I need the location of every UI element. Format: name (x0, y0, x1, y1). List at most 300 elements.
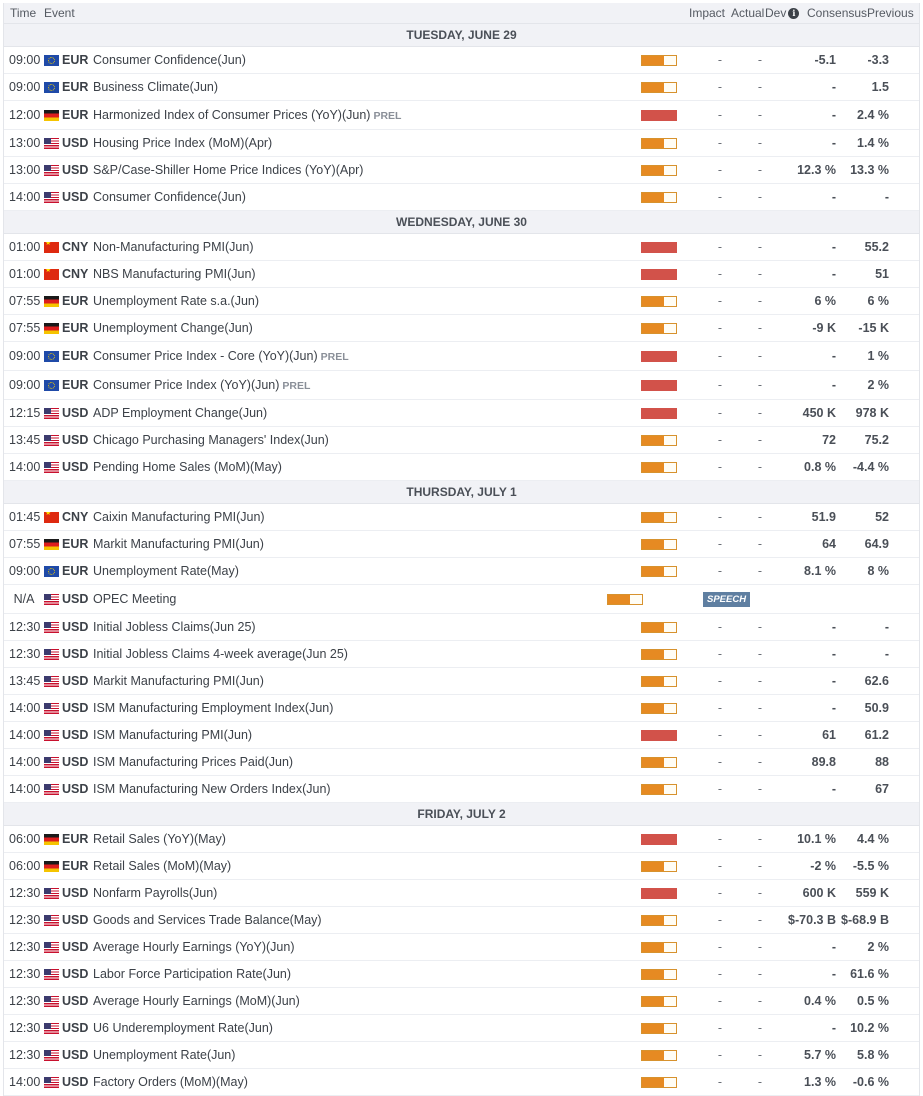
event-time: 14:00 (9, 782, 41, 796)
impact-indicator (638, 408, 703, 419)
previous-value: $-68.9 B (841, 913, 889, 927)
event-row[interactable] (4, 342, 919, 371)
event-name[interactable] (89, 886, 638, 900)
currency: USD (62, 913, 89, 927)
event-row[interactable] (4, 585, 919, 614)
event-name[interactable] (89, 53, 638, 67)
impact-medium-bar-icon (641, 861, 677, 872)
event-name[interactable] (89, 832, 638, 846)
event-time: 12:15 (9, 406, 41, 420)
impact-indicator (638, 165, 703, 176)
consensus-value: 6 % (814, 294, 836, 308)
event-name[interactable] (89, 510, 638, 524)
column-header-previous[interactable]: Previous (867, 6, 914, 20)
event-name[interactable] (89, 782, 638, 796)
event-name-label: Markit Manufacturing PMI(Jun) (93, 674, 264, 688)
event-name[interactable] (89, 240, 638, 254)
actual-value: - (717, 349, 723, 363)
event-name[interactable] (89, 294, 638, 308)
column-header-time[interactable]: Time (10, 6, 37, 20)
consensus-value: 72 (822, 433, 836, 447)
event-name[interactable] (89, 592, 604, 606)
event-row[interactable] (4, 531, 919, 558)
previous-value: 52 (875, 510, 889, 524)
impact-medium-bar-icon (641, 435, 677, 446)
actual-value: - (717, 433, 723, 447)
event-row[interactable] (4, 47, 919, 74)
event-row[interactable] (4, 1042, 919, 1069)
event-time: 01:45 (9, 510, 41, 524)
deviation-value: - (757, 1075, 763, 1089)
eu-flag-icon (44, 55, 59, 66)
event-name-label: Initial Jobless Claims(Jun 25) (93, 620, 256, 634)
event-row[interactable] (4, 776, 919, 803)
consensus-value: - (831, 782, 836, 796)
event-time: 12:00 (9, 108, 41, 122)
impact-indicator (638, 942, 703, 953)
day-header: THURSDAY, JULY 1 (4, 481, 919, 504)
event-name[interactable] (89, 321, 638, 335)
actual-value: - (717, 321, 723, 335)
event-time: 07:55 (9, 294, 41, 308)
event-name-label: Nonfarm Payrolls(Jun) (93, 886, 218, 900)
event-name-label: Unemployment Change(Jun) (93, 321, 253, 335)
actual-value: - (717, 647, 723, 661)
impact-medium-bar-icon (641, 1077, 677, 1088)
impact-high-bar-icon (641, 351, 677, 362)
us-flag-icon (44, 622, 59, 633)
event-name[interactable] (89, 967, 638, 981)
germany-flag-icon (44, 861, 59, 872)
event-name[interactable] (89, 190, 638, 204)
event-row[interactable] (4, 668, 919, 695)
event-time: 09:00 (9, 80, 41, 94)
impact-indicator (638, 703, 703, 714)
event-time: 12:30 (9, 994, 41, 1008)
deviation-value: - (757, 940, 763, 954)
impact-indicator (638, 730, 703, 741)
impact-high-bar-icon (641, 380, 677, 391)
event-name[interactable] (89, 163, 638, 177)
event-row[interactable] (4, 907, 919, 934)
deviation-value: - (757, 349, 763, 363)
event-name[interactable] (89, 913, 638, 927)
previous-value: 51 (875, 267, 889, 281)
event-row[interactable] (4, 934, 919, 961)
actual-value: - (717, 782, 723, 796)
impact-indicator (638, 55, 703, 66)
impact-indicator (638, 82, 703, 93)
impact-indicator (638, 1050, 703, 1061)
event-row[interactable] (4, 261, 919, 288)
impact-indicator (638, 915, 703, 926)
column-header-consensus[interactable]: Consensus (807, 6, 868, 20)
actual-value: - (717, 267, 723, 281)
column-header-event[interactable]: Event (44, 6, 75, 20)
event-name-label: NBS Manufacturing PMI(Jun) (93, 267, 256, 281)
previous-value: 1.5 (871, 80, 889, 94)
event-name-label: Factory Orders (MoM)(May) (93, 1075, 248, 1089)
us-flag-icon (44, 138, 59, 149)
impact-medium-bar-icon (641, 676, 677, 687)
currency: EUR (62, 108, 89, 122)
event-name-label: Consumer Price Index (YoY)(Jun) (93, 378, 280, 392)
actual-value: - (717, 701, 723, 715)
germany-flag-icon (44, 539, 59, 550)
prel-badge: PREL (282, 380, 311, 392)
deviation-value: - (757, 728, 763, 742)
previous-value: 50.9 (864, 701, 889, 715)
event-time: 12:30 (9, 940, 41, 954)
impact-medium-bar-icon (641, 512, 677, 523)
impact-medium-bar-icon (641, 622, 677, 633)
actual-value: - (717, 163, 723, 177)
day-header: WEDNESDAY, JUNE 30 (4, 211, 919, 234)
currency: CNY (62, 267, 89, 281)
event-name[interactable] (89, 349, 638, 363)
event-time: 14:00 (9, 701, 41, 715)
actual-value: - (717, 80, 723, 94)
event-row[interactable] (4, 371, 919, 400)
deviation-value: - (757, 294, 763, 308)
impact-high-bar-icon (641, 834, 677, 845)
impact-high-bar-icon (641, 730, 677, 741)
event-name[interactable] (89, 80, 638, 94)
actual-value: - (717, 859, 723, 873)
event-name[interactable] (89, 1075, 638, 1089)
actual-value: - (717, 620, 723, 634)
actual-value: - (717, 108, 723, 122)
currency: USD (62, 647, 89, 661)
germany-flag-icon (44, 296, 59, 307)
column-header-actual[interactable]: Actual (731, 6, 765, 20)
deviation-value: - (757, 1048, 763, 1062)
previous-value: 4.4 % (857, 832, 889, 846)
info-icon[interactable]: i (788, 8, 799, 19)
us-flag-icon (44, 888, 59, 899)
impact-indicator (638, 649, 703, 660)
previous-value: -3.3 (867, 53, 889, 67)
currency: CNY (62, 510, 89, 524)
event-name[interactable] (89, 460, 638, 474)
event-row[interactable] (4, 400, 919, 427)
event-row[interactable] (4, 641, 919, 668)
event-name[interactable] (89, 994, 638, 1008)
event-name[interactable] (89, 267, 638, 281)
impact-medium-bar-icon (641, 539, 677, 550)
deviation-value: - (757, 460, 763, 474)
impact-medium-bar-icon (641, 942, 677, 953)
event-time: 06:00 (9, 859, 41, 873)
currency: CNY (62, 240, 89, 254)
deviation-value: - (757, 240, 763, 254)
deviation-value: - (757, 859, 763, 873)
consensus-value: - (831, 190, 836, 204)
previous-value: 2 % (867, 940, 889, 954)
event-time: 12:30 (9, 913, 41, 927)
event-time: 12:30 (9, 967, 41, 981)
previous-value: -15 K (858, 321, 889, 335)
deviation-value: - (757, 406, 763, 420)
us-flag-icon (44, 757, 59, 768)
event-name-label: ADP Employment Change(Jun) (93, 406, 268, 420)
event-row[interactable] (4, 749, 919, 776)
us-flag-icon (44, 969, 59, 980)
us-flag-icon (44, 784, 59, 795)
china-flag-icon (44, 512, 59, 523)
event-name-label: Unemployment Rate(Jun) (93, 1048, 236, 1062)
event-row[interactable] (4, 853, 919, 880)
actual-value: - (717, 728, 723, 742)
consensus-value: - (831, 80, 836, 94)
consensus-value: -2 % (810, 859, 836, 873)
event-row[interactable] (4, 961, 919, 988)
event-name-label: ISM Manufacturing PMI(Jun) (93, 728, 253, 742)
impact-indicator (638, 269, 703, 280)
prel-badge: PREL (373, 110, 402, 122)
previous-value: 61.2 (864, 728, 889, 742)
table-header (4, 3, 919, 24)
impact-medium-bar-icon (641, 323, 677, 334)
event-row[interactable] (4, 695, 919, 722)
consensus-value: - (831, 1021, 836, 1035)
china-flag-icon (44, 242, 59, 253)
us-flag-icon (44, 594, 59, 605)
actual-value: - (717, 294, 723, 308)
actual-value: - (717, 940, 723, 954)
impact-indicator (638, 676, 703, 687)
event-name[interactable] (89, 406, 638, 420)
event-name[interactable] (89, 564, 638, 578)
impact-medium-bar-icon (641, 462, 677, 473)
impact-medium-bar-icon (641, 915, 677, 926)
event-time: 12:30 (9, 886, 41, 900)
event-time: 07:55 (9, 321, 41, 335)
us-flag-icon (44, 649, 59, 660)
event-name-label: Initial Jobless Claims 4-week average(Jun 25) (93, 647, 348, 661)
event-name-label: Housing Price Index (MoM)(Apr) (93, 136, 273, 150)
us-flag-icon (44, 1077, 59, 1088)
impact-indicator (638, 566, 703, 577)
previous-value: 0.5 % (857, 994, 889, 1008)
impact-indicator (638, 996, 703, 1007)
event-name-label: Pending Home Sales (MoM)(May) (93, 460, 282, 474)
us-flag-icon (44, 942, 59, 953)
deviation-value: - (757, 378, 763, 392)
deviation-value: - (757, 136, 763, 150)
event-row[interactable] (4, 558, 919, 585)
actual-value: - (717, 240, 723, 254)
event-name-label: ISM Manufacturing Employment Index(Jun) (93, 701, 334, 715)
event-row[interactable] (4, 427, 919, 454)
event-time: 01:00 (9, 267, 41, 281)
deviation-value: - (757, 886, 763, 900)
deviation-value: - (757, 564, 763, 578)
deviation-value: - (757, 163, 763, 177)
event-name[interactable] (89, 674, 638, 688)
event-name[interactable] (89, 647, 638, 661)
currency: USD (62, 592, 89, 606)
event-name[interactable] (89, 1048, 638, 1062)
event-time: 14:00 (9, 460, 41, 474)
actual-value: - (717, 832, 723, 846)
previous-value: - (884, 647, 889, 661)
deviation-value: - (757, 647, 763, 661)
impact-indicator (638, 757, 703, 768)
previous-value: - (884, 620, 889, 634)
event-row[interactable] (4, 315, 919, 342)
event-time: 09:00 (9, 53, 41, 67)
event-name[interactable] (89, 859, 638, 873)
event-name-label: Unemployment Rate s.a.(Jun) (93, 294, 260, 308)
impact-medium-bar-icon (641, 784, 677, 795)
currency: USD (62, 406, 89, 420)
event-name[interactable] (89, 537, 638, 551)
event-row[interactable] (4, 184, 919, 211)
event-name[interactable] (89, 755, 638, 769)
event-name[interactable] (89, 108, 638, 122)
currency: EUR (62, 537, 89, 551)
event-time: 09:00 (9, 378, 41, 392)
currency: USD (62, 755, 89, 769)
event-name[interactable] (89, 940, 638, 954)
currency: USD (62, 994, 89, 1008)
event-name[interactable] (89, 1021, 638, 1035)
column-header-dev[interactable] (765, 6, 807, 20)
deviation-value: - (757, 267, 763, 281)
event-row[interactable] (4, 74, 919, 101)
impact-medium-bar-icon (607, 594, 643, 605)
impact-indicator (638, 435, 703, 446)
event-time: 13:00 (9, 136, 41, 150)
previous-value: 10.2 % (850, 1021, 889, 1035)
deviation-value: - (757, 80, 763, 94)
consensus-value: - (831, 674, 836, 688)
impact-medium-bar-icon (641, 138, 677, 149)
event-row[interactable] (4, 880, 919, 907)
consensus-value: - (831, 108, 836, 122)
currency: EUR (62, 80, 89, 94)
consensus-value: 8.1 % (804, 564, 836, 578)
us-flag-icon (44, 703, 59, 714)
deviation-value: - (757, 321, 763, 335)
event-name-label: Unemployment Rate(May) (93, 564, 239, 578)
deviation-value: - (757, 832, 763, 846)
currency: USD (62, 136, 89, 150)
previous-value: -5.5 % (852, 859, 889, 873)
event-row[interactable] (4, 157, 919, 184)
event-time: 13:45 (9, 674, 41, 688)
us-flag-icon (44, 462, 59, 473)
event-row[interactable] (4, 130, 919, 157)
actual-value: - (717, 460, 723, 474)
consensus-value: 600 K (802, 886, 836, 900)
currency: USD (62, 728, 89, 742)
day-header: FRIDAY, JULY 2 (4, 803, 919, 826)
impact-indicator (638, 462, 703, 473)
consensus-value: 0.8 % (804, 460, 836, 474)
currency: USD (62, 782, 89, 796)
impact-medium-bar-icon (641, 1050, 677, 1061)
event-name-label: OPEC Meeting (93, 592, 177, 606)
event-time: 14:00 (9, 190, 41, 204)
impact-indicator (638, 834, 703, 845)
impact-indicator (638, 969, 703, 980)
event-row[interactable] (4, 288, 919, 315)
event-name[interactable] (89, 378, 638, 392)
impact-medium-bar-icon (641, 55, 677, 66)
currency: USD (62, 886, 89, 900)
currency: EUR (62, 378, 89, 392)
impact-medium-bar-icon (641, 757, 677, 768)
consensus-value: - (831, 967, 836, 981)
event-name[interactable] (89, 620, 638, 634)
impact-high-bar-icon (641, 110, 677, 121)
germany-flag-icon (44, 323, 59, 334)
event-name-label: Retail Sales (YoY)(May) (93, 832, 226, 846)
event-row[interactable] (4, 826, 919, 853)
event-name[interactable] (89, 701, 638, 715)
consensus-value: 5.7 % (804, 1048, 836, 1062)
previous-value: 2 % (867, 378, 889, 392)
event-name-label: Markit Manufacturing PMI(Jun) (93, 537, 264, 551)
impact-indicator (638, 622, 703, 633)
consensus-value: 51.9 (811, 510, 836, 524)
event-row[interactable] (4, 1015, 919, 1042)
deviation-value: - (757, 994, 763, 1008)
event-row[interactable] (4, 988, 919, 1015)
deviation-value: - (757, 53, 763, 67)
currency: EUR (62, 53, 89, 67)
actual-value: - (717, 886, 723, 900)
us-flag-icon (44, 915, 59, 926)
event-row[interactable] (4, 614, 919, 641)
event-name[interactable] (89, 136, 638, 150)
currency: USD (62, 1048, 89, 1062)
event-row[interactable] (4, 504, 919, 531)
event-name-label: Consumer Confidence(Jun) (93, 53, 246, 67)
deviation-value: - (757, 782, 763, 796)
event-name-label: U6 Underemployment Rate(Jun) (93, 1021, 273, 1035)
event-name-label: Non-Manufacturing PMI(Jun) (93, 240, 254, 254)
economic-calendar (3, 3, 920, 1096)
event-row[interactable] (4, 722, 919, 749)
event-row[interactable] (4, 1069, 919, 1096)
event-name-label: Average Hourly Earnings (YoY)(Jun) (93, 940, 295, 954)
impact-indicator (638, 242, 703, 253)
previous-value: -0.6 % (852, 1075, 889, 1089)
event-row[interactable] (4, 454, 919, 481)
event-time: 13:45 (9, 433, 41, 447)
event-name[interactable] (89, 433, 638, 447)
column-header-impact[interactable]: Impact (689, 6, 726, 20)
actual-value: - (717, 913, 723, 927)
event-name-label: Average Hourly Earnings (MoM)(Jun) (93, 994, 300, 1008)
impact-medium-bar-icon (641, 165, 677, 176)
impact-indicator (638, 784, 703, 795)
event-row[interactable] (4, 101, 919, 130)
consensus-value: 12.3 % (797, 163, 836, 177)
consensus-value: -9 K (812, 321, 836, 335)
impact-indicator (638, 380, 703, 391)
previous-value: -4.4 % (852, 460, 889, 474)
deviation-value: - (757, 967, 763, 981)
event-name-label: Goods and Services Trade Balance(May) (93, 913, 322, 927)
event-name[interactable] (89, 728, 638, 742)
previous-value: 61.6 % (850, 967, 889, 981)
consensus-value: 61 (822, 728, 836, 742)
event-row[interactable] (4, 234, 919, 261)
